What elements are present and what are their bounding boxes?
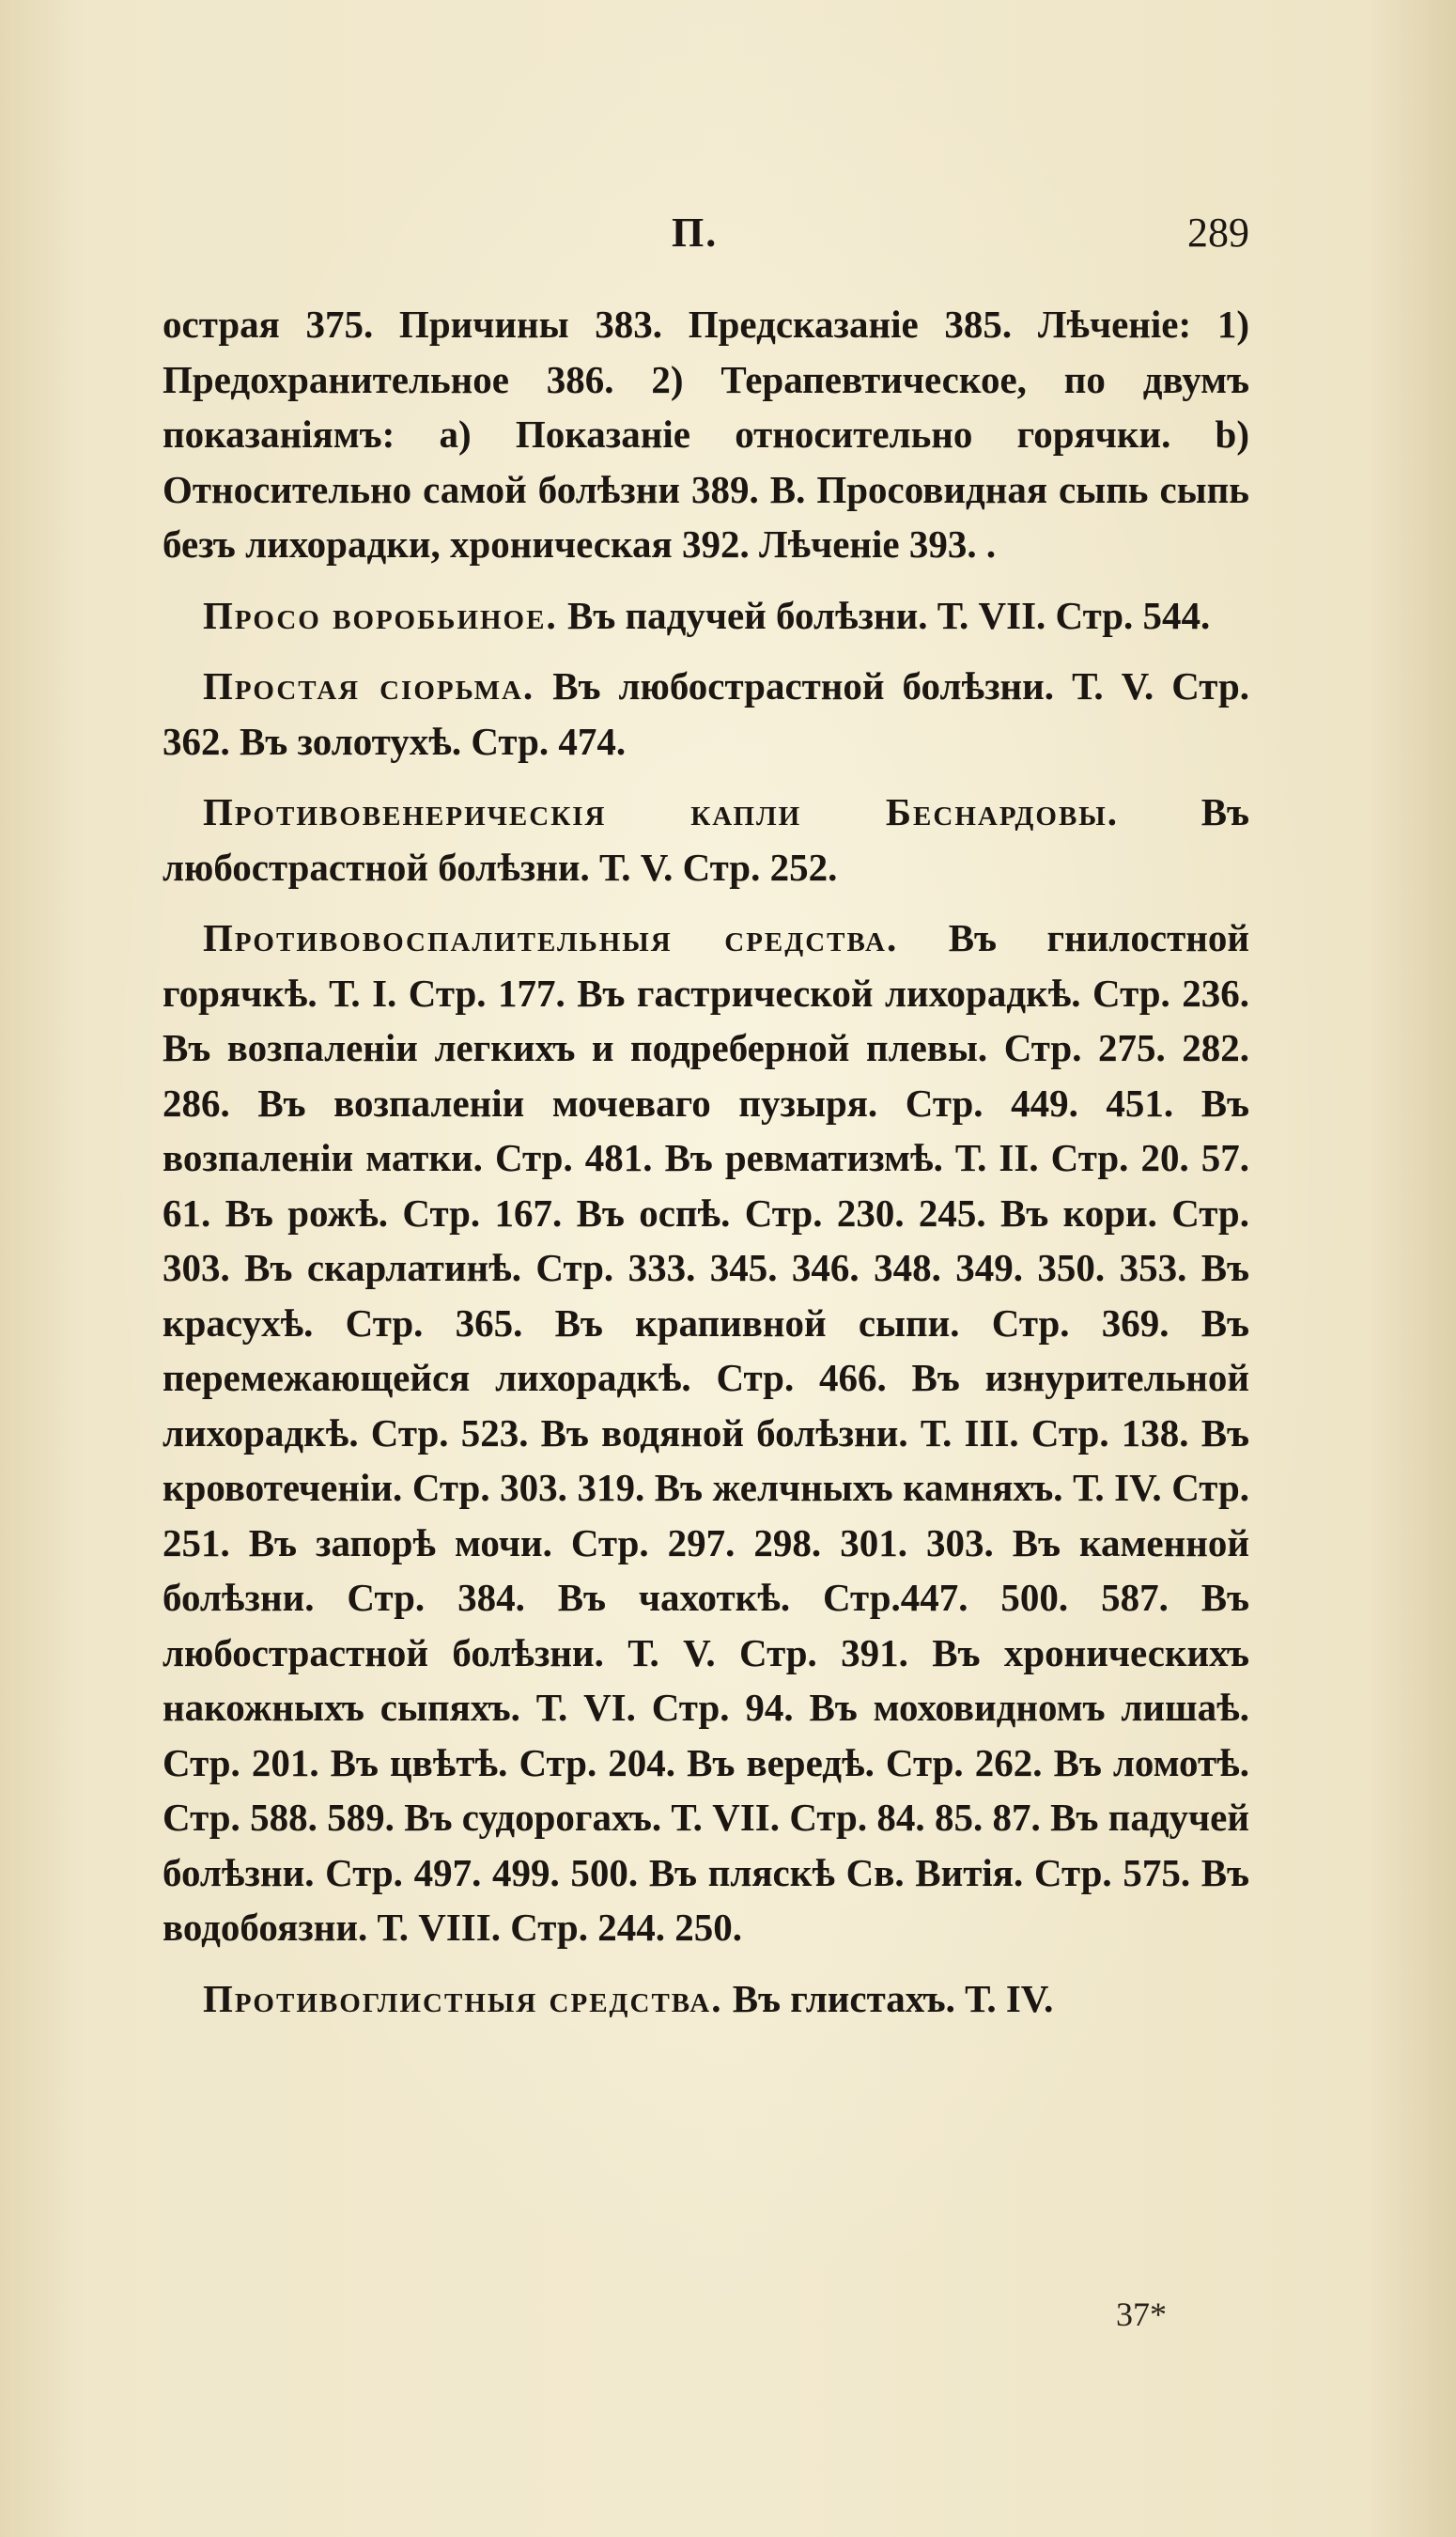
index-text: [163, 297, 1249, 2042]
index-entry: [163, 911, 1249, 1955]
index-entry-continuation: [163, 297, 1249, 572]
entry-text: Въ глистахъ. Т. IV.: [722, 1976, 1054, 2020]
index-entry: [163, 659, 1249, 769]
entry-text: Въ гнилостной горячкѣ. Т. I. Стр. 177. Въ гастрической лихорадкѣ. Стр. 236. Въ возпаленіи легкихъ и подреберной плевы. Стр. 275. 282. 286. Въ возпаленіи мочеваго пузыря. Стр. 449. 451. Въ возпаленіи матки. Стр. 481. Въ ревматизмѣ. Т. II. Стр. 20. 57. 61. Въ рожѣ. Стр. 167. Въ оспѣ. Стр. 230. 245. Въ кори. Стр. 303. Въ скарлатинѣ. Стр. 333. 345. 346. 348. 349. 350. 353. Въ красухѣ. Стр. 365. Въ крапивной сыпи. Стр. 369. Въ перемежающейся лихорадкѣ. Стр. 466. Въ изнурительной лихорадкѣ. Стр. 523. Въ водяной болѣзни. Т. III. Стр. 138. Въ кровотеченіи. Стр. 303. 319. Въ желчныхъ камняхъ. Т. IV. Стр. 251. Въ запорѣ мочи. Стр. 297. 298. 301. 303. Въ каменной болѣзни. Стр. 384. Въ чахоткѣ. Стр.447. 500. 587. Въ любострастной болѣзни. Т. V. Стр. 391. Въ хроническихъ накожныхъ сыпяхъ. Т. VI. Стр. 94. Въ моховидномъ лишаѣ. Стр. 201. Въ цвѣтѣ. Стр. 204. Въ вередѣ. Стр. 262. Въ ломотѣ. Стр. 588. 589. Въ судорогахъ. Т. VII. Стр. 84. 85. 87. Въ падучей болѣзни. Стр. 497. 499. 500. Въ пляскѣ Св. Витія. Стр. 575. Въ водобоязни. Т. VIII. Стр. 244. 250.: [163, 916, 1250, 1949]
entry-term: Противовенерическія капли Беснардовы.: [203, 790, 1120, 833]
running-header: [164, 209, 1249, 274]
printer-signature-mark: 37*: [1116, 2296, 1167, 2333]
entry-text: Въ любострастной болѣзни. Т. V. Стр. 252.: [163, 790, 1250, 889]
entry-term: Просо воробьиное.: [203, 593, 558, 637]
index-entry: [163, 785, 1249, 895]
entry-text: Въ любострастной болѣзни. Т. V. Стр. 362. Въ золотухѣ. Стр. 474.: [163, 664, 1249, 763]
section-letter: П.: [672, 210, 719, 256]
entry-term: Противовоспалительныя средства.: [203, 916, 899, 959]
entry-text: острая 375. Причины 383. Предсказаніе 385. Лѣченіе: 1) Предохранительное 386. 2) Терапевтическое, по двумъ показаніямъ: a) Показаніе относительно горячки. b) Относительно самой болѣзни 389. B. Просовидная сыпь сыпь безъ лихорадки, хроническая 392. Лѣченіе 393. .: [163, 303, 1249, 566]
entry-text: Въ падучей болѣзни. Т. VII. Стр. 544.: [557, 593, 1211, 637]
entry-term: Противоглистныя средства.: [203, 1976, 723, 2020]
entry-term: Простая сiорьма.: [203, 664, 535, 708]
page-number: 289: [1187, 210, 1249, 256]
index-entry: [163, 588, 1249, 644]
index-entry: [163, 1971, 1249, 2027]
